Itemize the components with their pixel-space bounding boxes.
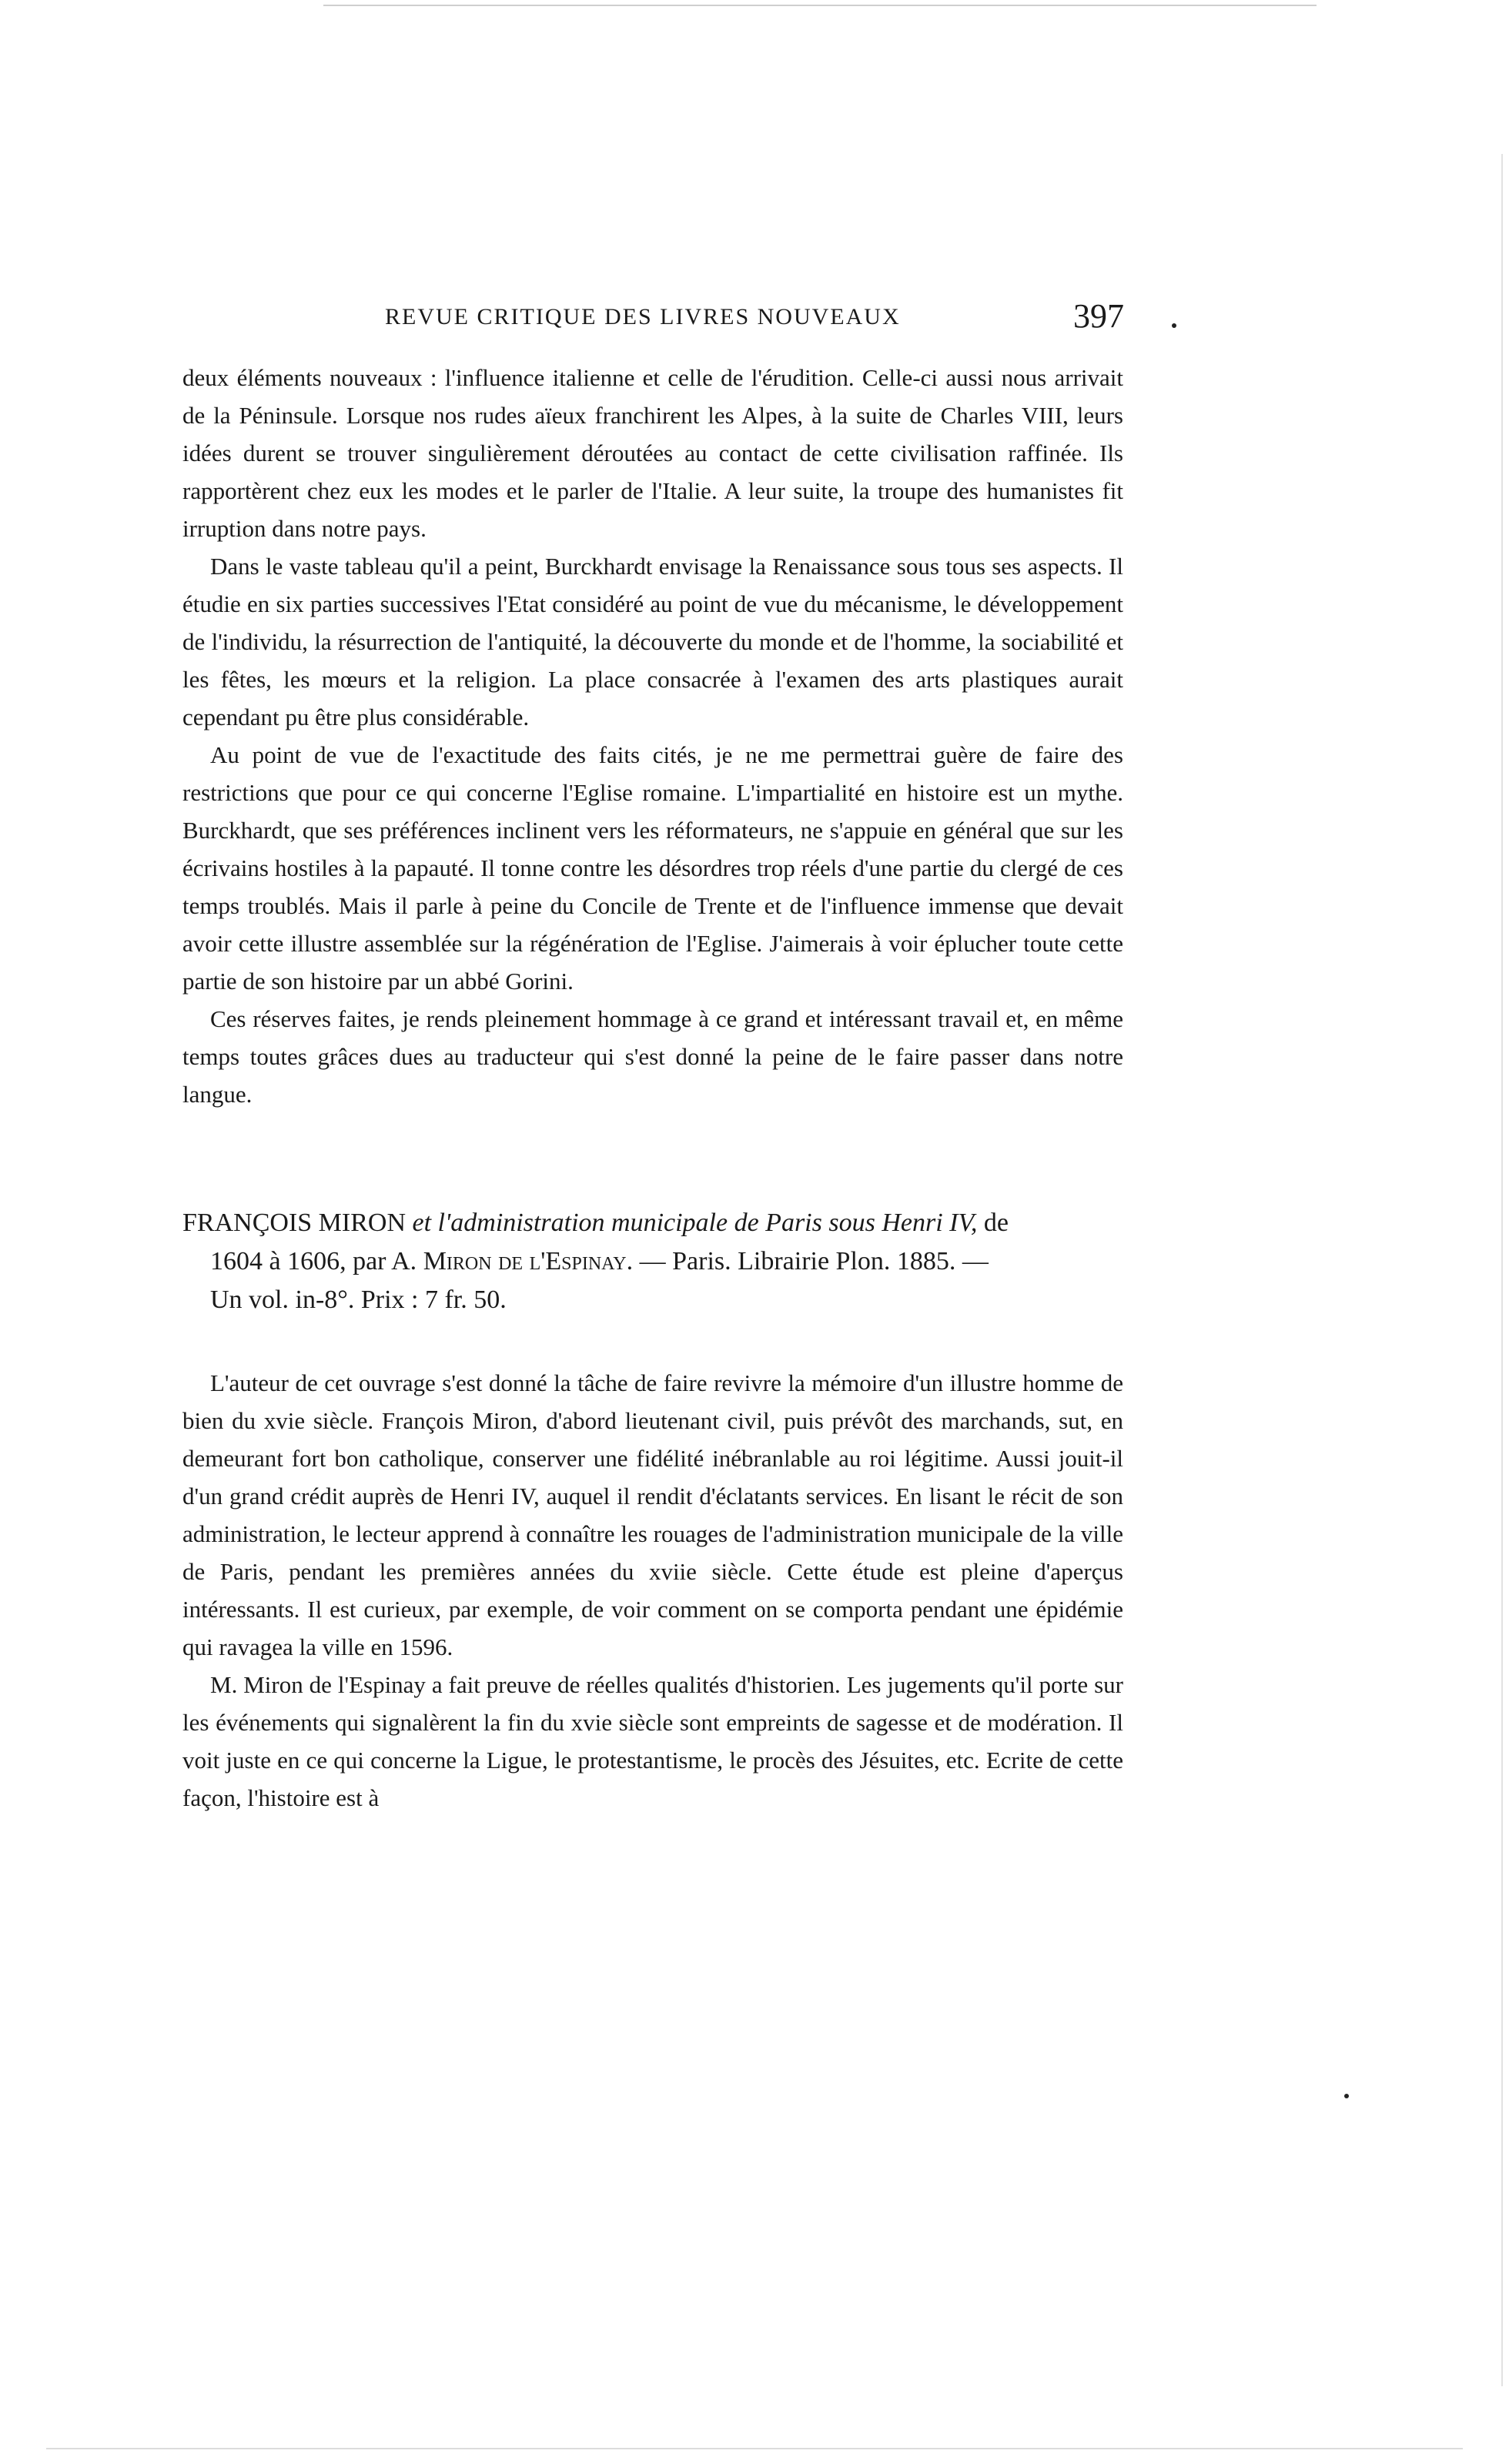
review2-paragraph-1: L'auteur de cet ouvrage s'est donné la tâche de faire revivre la mémoire d'un illustre homme de bien du xvie siècle. François Miron, d'abord lieutenant civil, puis prévôt des marchands, sut, en demeurant fort bon catholique, conserver une fidélité inébranlable au roi légitime. Aussi jouit-il d'un grand crédit auprès de Henri IV, auquel il rendit d'éclatants services. En lisant le récit de son administration, le lecteur apprend à connaître les rouages de l'administration municipale de la ville de Paris, pendant les premières années du xviie siècle. Cette étude est pleine d'aperçus intéressants. Il est curieux, par exemple, de voir comment on se comporta pendant une épidémie qui ravagea la ville en 1596. xyxy=(182,1369,1123,1660)
heading-spacer xyxy=(182,1319,1123,1364)
review1-paragraph-2: Dans le vaste tableau qu'il a peint, Burckhardt envisage la Renaissance sous tous ses aspects. Il étudie en six parties successives l'Etat considéré au point de vue du mécanisme, le développement de l'individu, la résurrection de l'antiquité, la découverte du monde et de l'homme, la sociabilité et les fêtes, les mœurs et la religion. La place consacrée à l'examen des arts plastiques aurait cependant pu être plus considérable. xyxy=(182,553,1123,731)
right-scan-edge xyxy=(1501,154,1503,2386)
scan-speck xyxy=(1172,323,1176,328)
page-number: 397 xyxy=(1073,297,1124,335)
heading-line-3: Un vol. in-8°. Prix : 7 fr. 50. xyxy=(210,1285,507,1314)
bottom-scan-rule xyxy=(46,2448,1463,2449)
review2-heading xyxy=(182,1204,1123,1319)
scan-speck xyxy=(1344,2094,1349,2098)
heading-name: FRANÇOIS MIRON xyxy=(182,1209,406,1237)
heading-de: de xyxy=(983,1209,1009,1237)
heading-title: l'administration municipale de Paris sous Henri IV, xyxy=(437,1209,978,1237)
heading-author: Miron de l'Espinay xyxy=(423,1247,627,1275)
top-scan-rule xyxy=(323,5,1317,6)
page-body xyxy=(182,359,1123,1817)
page-header xyxy=(385,296,1124,350)
heading-dates: 1604 à 1606, par A. xyxy=(210,1247,417,1275)
review1-paragraph-4: Ces réserves faites, je rends pleinement hommage à ce grand et intéressant travail et, en même temps toutes grâces dues au traducteur qui s'est donné la peine de le faire passer dans notre langue. xyxy=(182,1005,1123,1108)
review1-paragraph-1: deux éléments nouveaux : l'influence italienne et celle de l'érudition. Celle-ci aussi nous arrivait de la Péninsule. Lorsque nos rudes aïeux franchirent les Alpes, à la suite de Charles VIII, leurs idées durent se trouver singulièrement déroutées au contact de cette civilisation raffinée. Ils rapportèrent chez eux les modes et le parler de l'Italie. A leur suite, la troupe des humanistes fit irruption dans notre pays. xyxy=(182,364,1123,542)
heading-line-2 xyxy=(182,1242,1123,1281)
heading-publisher: . — Paris. Librairie Plon. 1885. — xyxy=(626,1247,989,1275)
running-head: REVUE CRITIQUE DES LIVRES NOUVEAUX xyxy=(385,304,901,329)
review1-paragraph-3: Au point de vue de l'exactitude des faits cités, je ne me permettrai guère de faire des restrictions que pour ce qui concerne l'Eglise romaine. L'impartialité en histoire est un mythe. Burckhardt, que ses préférences inclinent vers les réformateurs, ne s'appuie en général que sur les écrivains hostiles à la papauté. Il tonne contre les désordres trop réels d'une partie du clergé de ces temps troublés. Mais il parle à peine du Concile de Trente et de l'influence immense que devait avoir cette illustre assemblée sur la régénération de l'Eglise. J'aimerais à voir éplucher toute cette partie de son histoire par un abbé Gorini. xyxy=(182,741,1123,995)
section-spacer xyxy=(182,1113,1123,1204)
review2-paragraph-2: M. Miron de l'Espinay a fait preuve de réelles qualités d'historien. Les jugements qu'il porte sur les événements qui signalèrent la fin du xvie siècle sont empreints de sagesse et de modération. Il voit juste en ce qui concerne la Ligue, le protestantisme, le procès des Jésuites, etc. Ecrite de cette façon, l'histoire est à xyxy=(182,1671,1123,1811)
heading-connector: et xyxy=(412,1209,432,1237)
